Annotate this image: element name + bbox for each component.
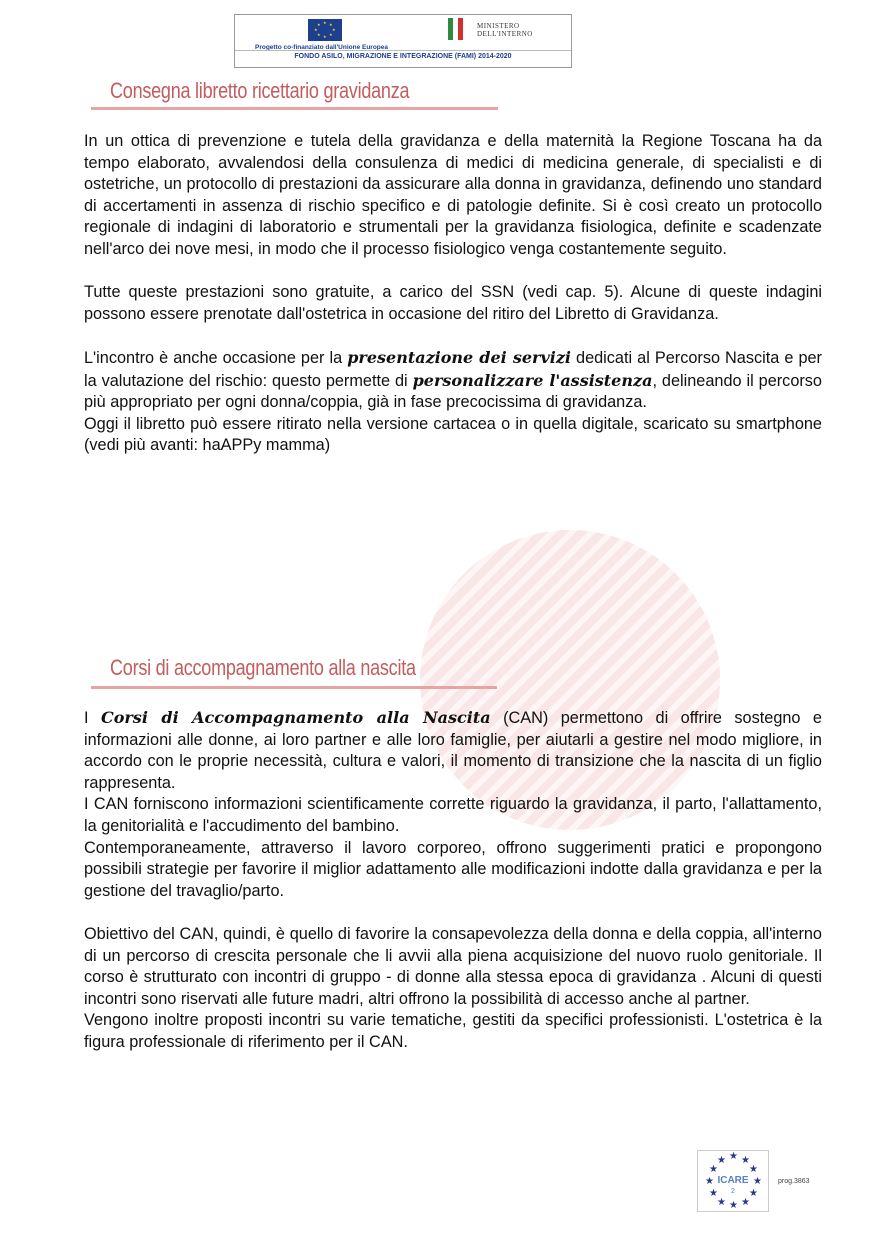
paragraph: In un ottica di prevenzione e tutela della gravidanza e della maternità la Regione Toscana ha da tempo elaborato, avvalendosi della consulenza di medici di medicina generale, di specialisti e di ostetriche, un protocollo di prestazioni da assicurare alla donna in gravidanza, definendo uno standard di accertamenti in assenza di rischio specifico e di patologie definite. Si è così creato un protocollo regionale di indagini di laboratorio e strumentali per la gravidanza fisiologica, definite e scadenzate nell'arco dei nove mesi, in modo che il processo fisiologico venga costantemente seguito. [84,132,822,258]
header-divider [235,50,571,51]
section-libretto-body [84,131,822,457]
paragraph: Oggi il libretto può essere ritirato nella versione cartacea o in quella digitale, scaricato su smartphone (vedi più avanti: haAPPy mamma) [84,414,822,455]
text: I [84,709,101,727]
ministry-line2: DELL'INTERNO [477,29,533,38]
paragraph: Obiettivo del CAN, quindi, è quello di favorire la consapevolezza della donna e della coppia, all'interno di un percorso di crescita personale che li avvii alla piena acquisizione del nuovo ruolo genitoriale. Il corso è strutturato con incontri di gruppo - di donne alla stessa epoca di gravidanza . Alcuni di questi incontri sono riservati alle future madri, altri offrono la possibilità di accesso anche al partner. [84,924,822,1008]
project-code: prog.3863 [778,1178,810,1185]
header-cofinancing-banner [234,14,572,68]
section-title-corsi: Corsi di accompagnamento alla nascita [110,655,416,680]
fund-label: FONDO ASILO, MIGRAZIONE E INTEGRAZIONE (FAMI) 2014-2020 [294,53,512,60]
ministry-line1: MINISTERO [477,22,520,30]
eu-cofinancing-label: Progetto co-finanziato dall'Unione Europea [255,44,388,51]
text: , delineando il percorso più appropriato per ogni donna/coppia, già in fase precocissima di gravidanza. [84,371,822,412]
text: L'incontro è anche occasione per la [84,348,348,367]
icare-logo-text: ICARE [717,1175,749,1186]
emphasis-corsi: Corsi di Accompagnamento alla Nascita [100,708,491,727]
paragraph [84,347,822,414]
paragraph: Vengono inoltre proposti incontri su varie tematiche, gestiti da specifici professionisti. L'ostetrica è la figura professionale di riferimento per il CAN. [84,1011,822,1051]
paragraph: Tutte queste prestazioni sono gratuite, a carico del SSN (vedi cap. 5). Alcune di queste indagini possono essere prenotate dall'ostetrica in occasione del ritiro del Libretto di Gravidanza. [84,283,822,323]
emphasis-personalizzare: personalizzare l'assistenza [412,370,653,390]
title-underline [91,686,497,689]
icare-logo: ★ ★ ★ ★ ★ ★ ★ ★ ★ ★ ★ ★ ICARE 2 [697,1150,769,1212]
text: dedicati al Percorso Nascita e per la valutazione del rischio: questo permette di [84,348,822,390]
paragraph [84,707,822,794]
ministry-label [477,23,533,38]
section-title-libretto: Consegna libretto ricettario gravidanza [110,78,410,103]
italy-flag-icon [448,18,465,40]
title-underline [91,107,498,110]
paragraph: I CAN forniscono informazioni scientificamente corrette riguardo la gravidanza, il parto, l'allattamento, la genitorialità e l'accudimento del bambino. [84,795,822,835]
paragraph: Contemporaneamente, attraverso il lavoro corporeo, offrono suggerimenti pratici e propongono possibili strategie per favorire il miglior adattamento alle modificazioni indotte dalla gravidanza e per la gestione del travaglio/parto. [84,838,822,900]
icare-logo-number: 2 [731,1188,735,1195]
section-corsi-body [84,707,822,1054]
eu-flag-icon: ★ ★ ★ ★ ★ ★ ★ ★ [308,19,342,41]
text: (CAN) permettono di offrire sostegno e informazioni alle donne, ai loro partner e alle loro famiglie, per aiutarli a gestire nel modo migliore, in accordo con le proprie necessità, cultura e valori, il momento di transizione che la nascita di un figlio rappresenta. [84,709,822,792]
emphasis-presentazione: presentazione dei servizi [347,347,571,367]
